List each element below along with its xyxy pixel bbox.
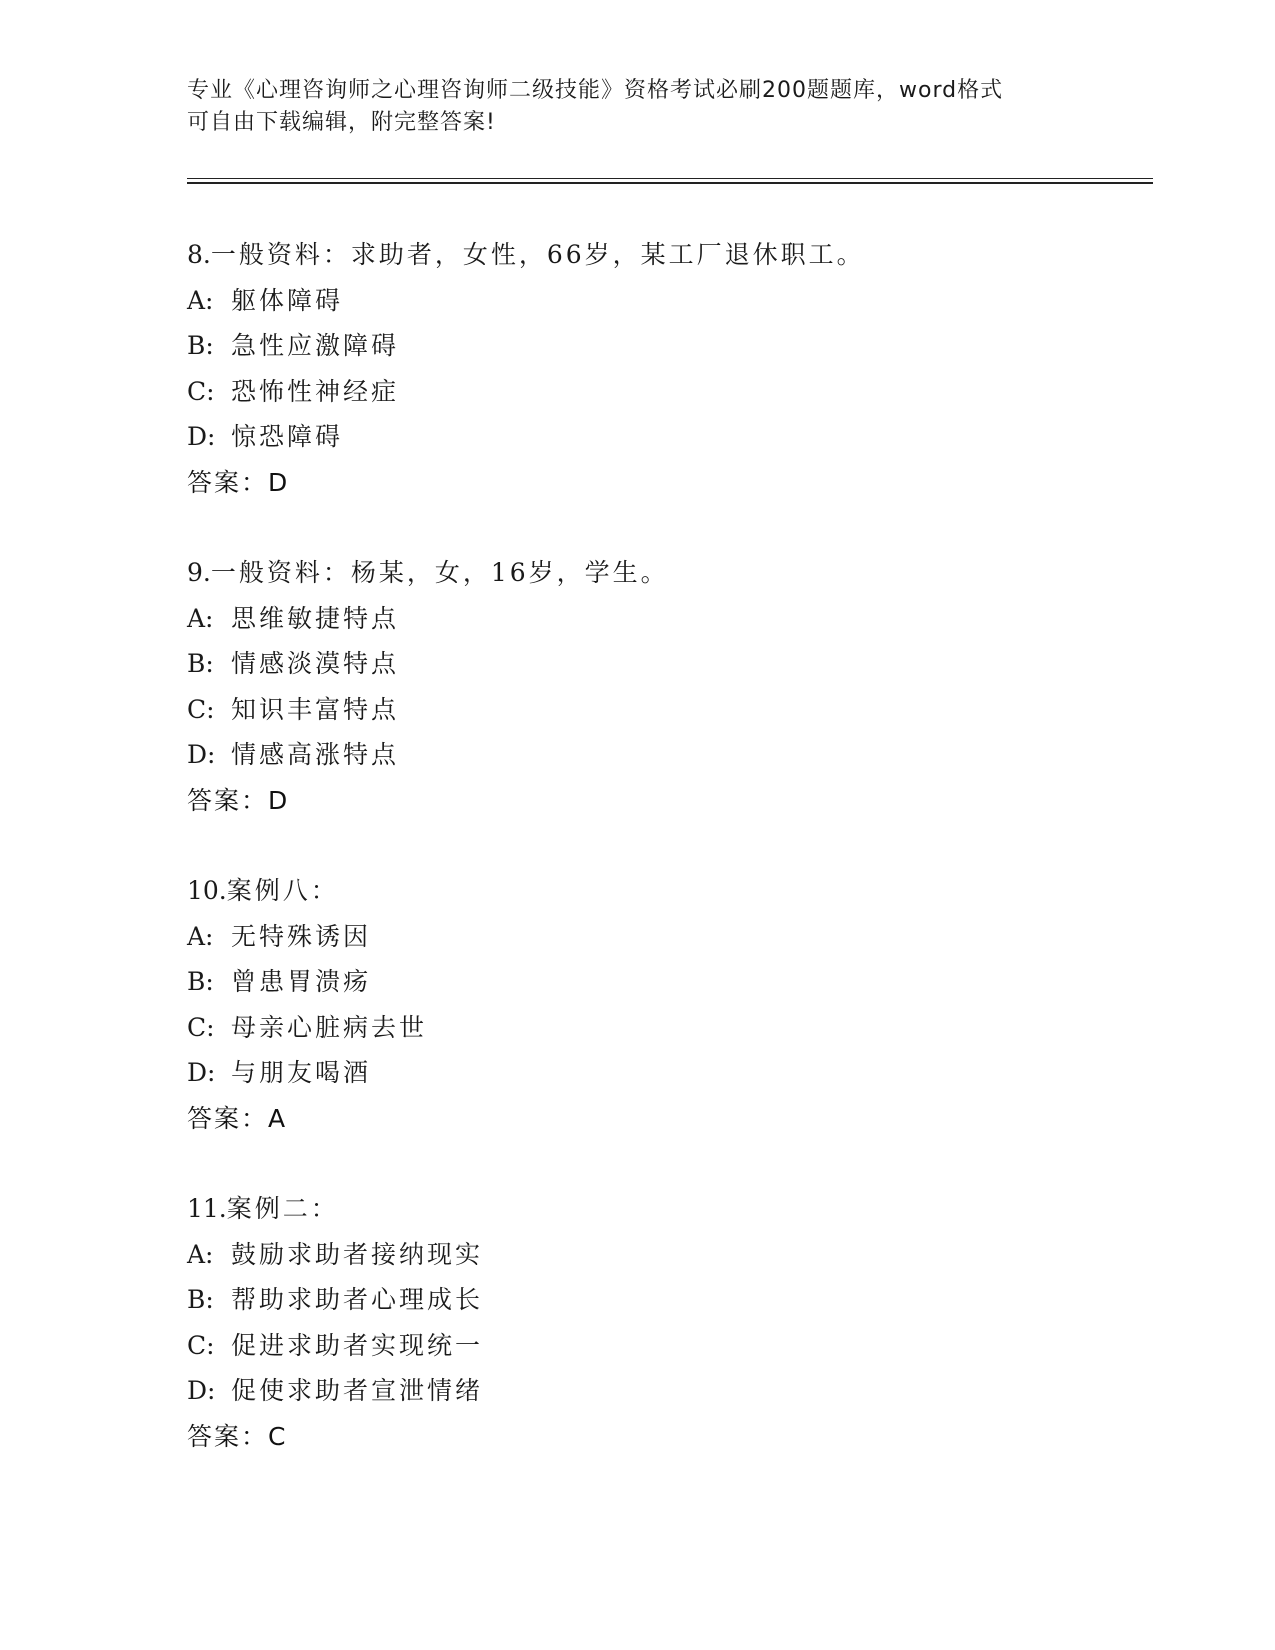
option-text: 思维敏捷特点 [231,603,400,633]
option-label: B: [187,967,214,996]
option-label: C: [187,376,215,406]
document-header [187,75,1067,139]
question-number: 8. [187,240,211,269]
option-text: 无特殊诱因 [231,921,372,951]
question-item [187,554,1147,872]
option-text: 知识丰富特点 [231,694,400,724]
option-label: D: [187,1376,216,1405]
option-text: 帮助求助者心理成长 [231,1285,484,1314]
option-d [187,1372,1147,1418]
answer-label: 答案： [187,467,269,497]
option-label: B: [187,1285,214,1314]
question-item [187,236,1147,554]
option-label: C: [187,694,215,724]
question-number: 10. [187,876,227,905]
option-c [187,1327,1147,1373]
option-d [187,418,1147,464]
option-c [187,691,1147,737]
option-text: 母亲心脏病去世 [231,1012,428,1042]
answer-value: D [268,467,290,497]
answer-value: D [268,785,290,815]
question-item [187,872,1147,1190]
question-stem [187,554,1147,600]
option-a [187,1236,1147,1282]
option-label: B: [187,649,214,678]
option-label: D: [187,1058,216,1087]
option-text: 急性应激障碍 [231,331,400,360]
option-b [187,1281,1147,1327]
answer-value: A [268,1103,288,1133]
question-text: 一般资料：求助者，女性，66岁，某工厂退休职工。 [210,240,865,269]
option-a [187,282,1147,328]
question-number: 9. [187,558,211,587]
option-b [187,327,1147,373]
answer-line [187,464,1147,509]
option-label: C: [187,1330,215,1360]
option-label: C: [187,1012,215,1042]
option-label: D: [187,422,216,451]
question-stem [187,872,1147,918]
question-list [187,236,1147,1508]
answer-line [187,1100,1147,1145]
option-text: 鼓励求助者接纳现实 [231,1239,484,1269]
option-text: 惊恐障碍 [231,422,344,451]
option-b [187,963,1147,1009]
answer-label: 答案： [187,785,269,815]
question-item [187,1190,1147,1508]
question-stem [187,236,1147,282]
option-label: D: [187,740,216,769]
option-label: B: [187,331,214,360]
option-text: 曾患胃溃疡 [231,967,372,996]
question-stem [187,1190,1147,1236]
option-d [187,1054,1147,1100]
header-line-2: 可自由下载编辑，附完整答案! [187,110,496,135]
option-text: 与朋友喝酒 [231,1058,372,1087]
option-c [187,373,1147,419]
question-number: 11. [187,1194,227,1223]
question-text: 案例二： [226,1194,339,1223]
option-a [187,918,1147,964]
option-label: A: [187,285,214,315]
option-c [187,1009,1147,1055]
option-b [187,645,1147,691]
answer-line [187,1418,1147,1463]
option-text: 情感高涨特点 [231,740,400,769]
option-text: 促进求助者实现统一 [231,1330,484,1360]
question-text: 案例八： [226,876,339,905]
option-text: 促使求助者宣泄情绪 [231,1376,484,1405]
option-a [187,600,1147,646]
answer-value: C [268,1421,288,1451]
answer-line [187,782,1147,827]
option-label: A: [187,1239,214,1269]
header-line-1: 专业《心理咨询师之心理咨询师二级技能》资格考试必刷200题题库，word格式 [187,78,1004,103]
option-text: 躯体障碍 [231,285,344,315]
question-text: 一般资料：杨某，女，16岁，学生。 [210,558,669,587]
option-label: A: [187,603,214,633]
option-label: A: [187,921,214,951]
answer-label: 答案： [187,1421,269,1451]
answer-label: 答案： [187,1103,269,1133]
option-d [187,736,1147,782]
option-text: 恐怖性神经症 [231,376,400,406]
option-text: 情感淡漠特点 [231,649,400,678]
header-divider-thick [187,182,1153,184]
header-divider-thin [187,178,1153,179]
